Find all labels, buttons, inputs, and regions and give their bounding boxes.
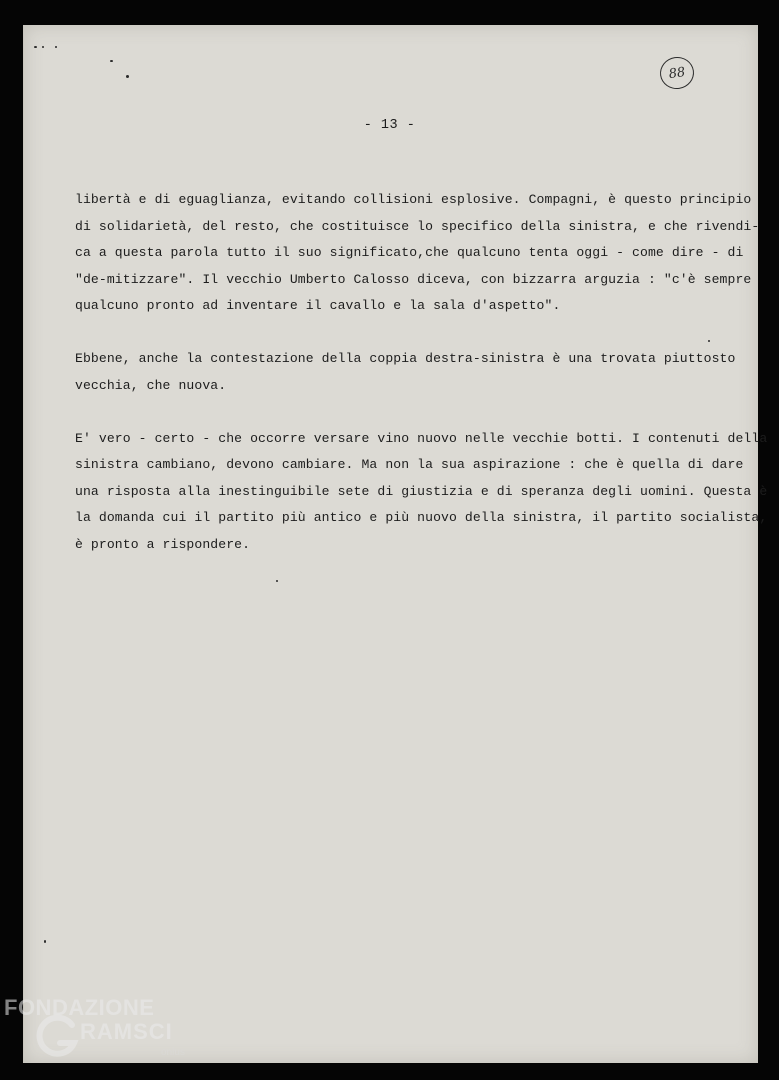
page-number: - 13 - (363, 118, 416, 133)
paragraph-2 (75, 346, 736, 399)
text-line: qualcuno pronto ad inventare il cavallo e la sala d'aspetto". (75, 298, 561, 313)
ink-speck (110, 60, 113, 62)
text-line: E' vero - certo - che occorre versare vino nuovo nelle vecchie botti. I contenuti della (75, 430, 768, 446)
text-line: è pronto a rispondere. (75, 536, 251, 552)
ink-speck (34, 46, 37, 48)
text-line: sinistra cambiano, devono cambiare. Ma non la sua aspirazione : che è quella di dare (75, 457, 744, 472)
ink-speck (44, 940, 46, 943)
ink-speck (42, 46, 44, 48)
watermark-line-1: FONDAZIONE (4, 995, 155, 1020)
ink-speck (126, 75, 129, 78)
text-line: una risposta alla inestinguibile sete di giustizia e di speranza degli uomini. Questa è (75, 483, 768, 499)
watermark-subtitle: onlus (161, 1047, 185, 1058)
text-line: di solidarietà, del resto, che costituisce lo specifico della sinistra, e che rivendi- (75, 218, 760, 234)
paragraph-3 (75, 426, 768, 559)
folio-number-text: 88 (667, 64, 687, 82)
watermark-line-2: RAMSCI (80, 1019, 173, 1044)
text-line: Ebbene, anche la contestazione della coppia destra-sinistra è una trovata piuttosto (75, 351, 736, 366)
document-body (75, 187, 768, 585)
fondazione-gramsci-watermark (4, 995, 204, 1075)
text-line: la domanda cui il partito più antico e più nuovo della sinistra, il partito socialista, (75, 510, 768, 525)
ink-speck (55, 46, 57, 48)
text-line: libertà e di eguaglianza, evitando collisioni esplosive. Compagni, è questo principio (75, 192, 752, 207)
paragraph-1 (75, 187, 760, 320)
text-line: "de-mitizzare". Il vecchio Umberto Calosso diceva, con bizzarra arguzia : "c'è sempre (75, 271, 752, 287)
text-line: vecchia, che nuova. (75, 377, 227, 393)
text-line: ca a questa parola tutto il suo significato,che qualcuno tenta oggi - come dire - di (75, 245, 744, 260)
